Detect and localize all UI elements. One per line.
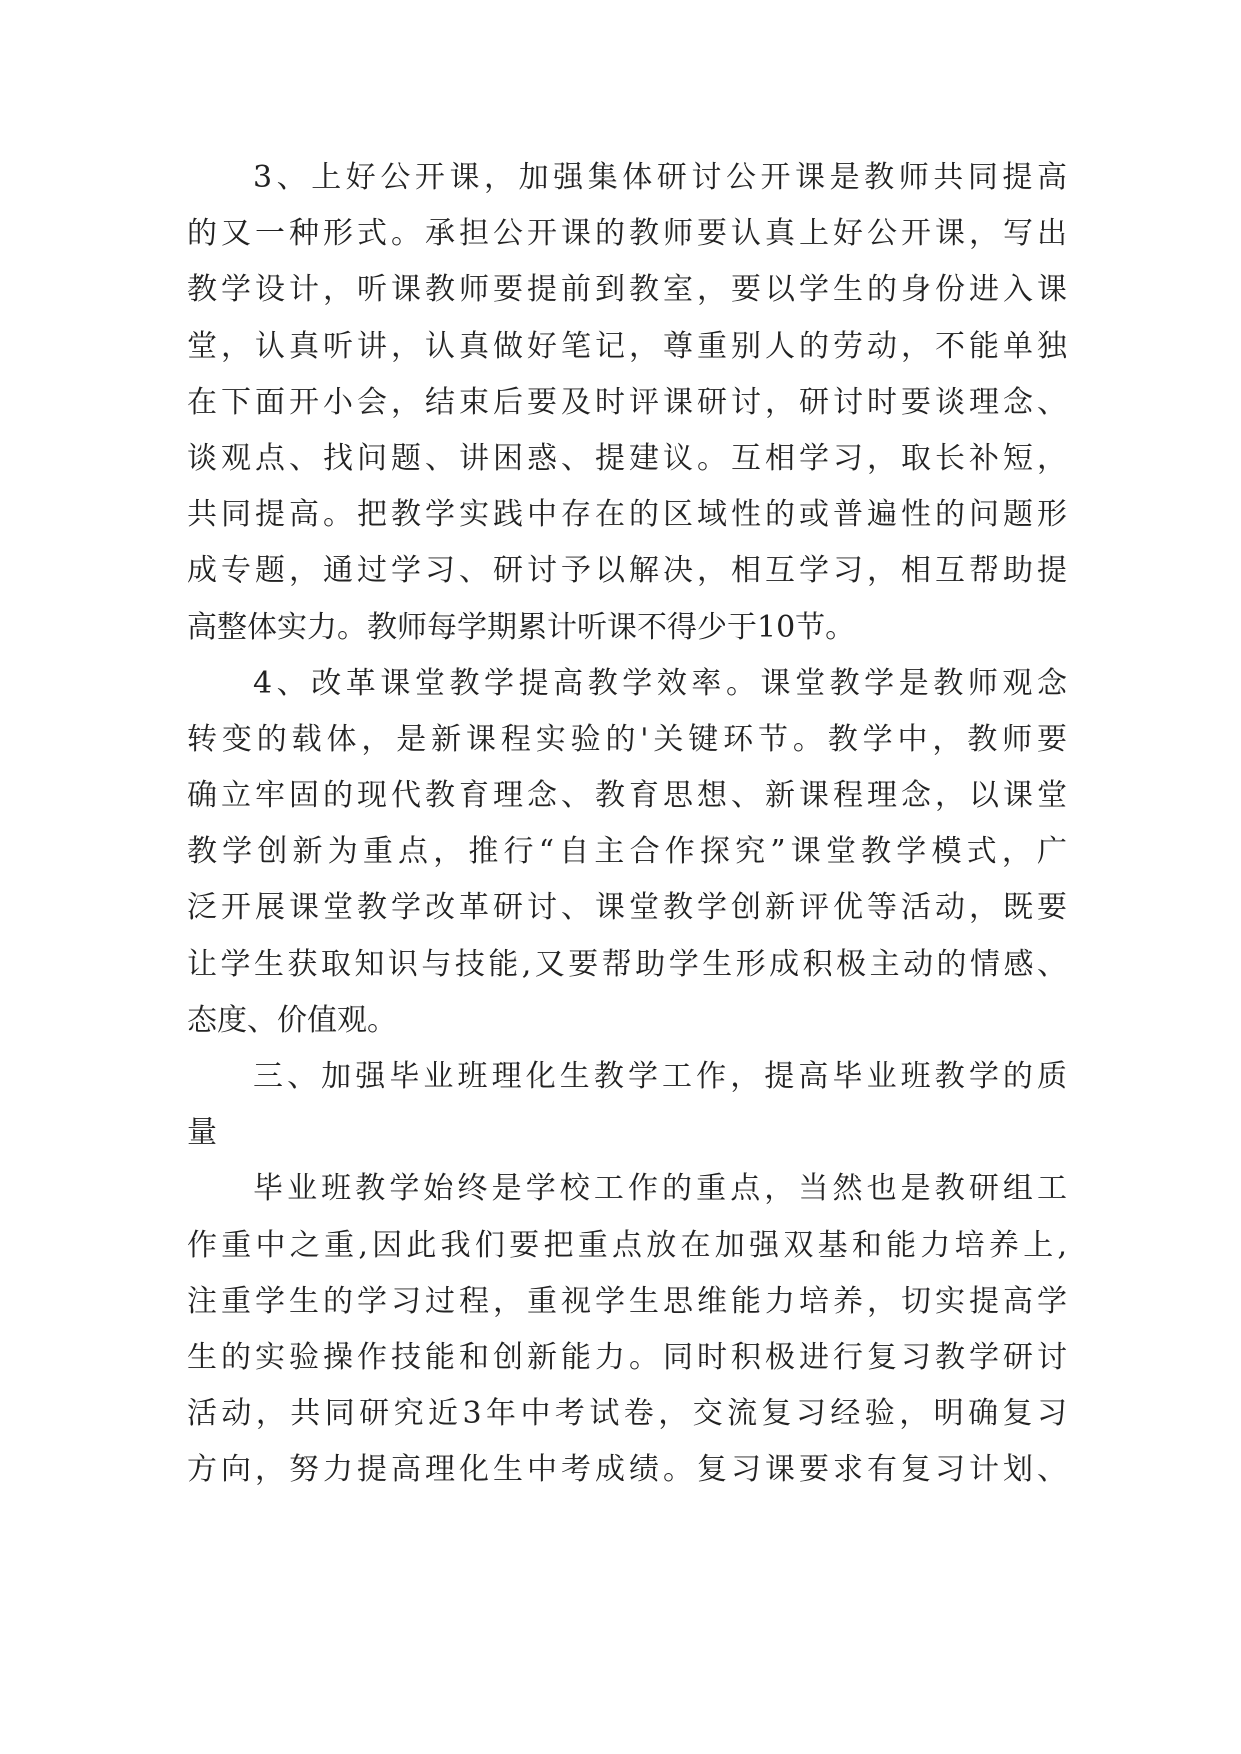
text-line: 活动，共同研究近3年中考试卷，交流复习经验，明确复习 [187,1396,1067,1432]
section-heading-line: 量 [187,1115,217,1151]
text-line: 3、上好公开课，加强集体研讨公开课是教师共同提高 [253,160,1067,195]
text-line: 成专题，通过学习、研讨予以解决，相互学习，相互帮助提 [187,553,1067,589]
text-line: 教学设计，听课教师要提前到教室，要以学生的身份进入课 [187,272,1067,308]
text-line: 共同提高。把教学实践中存在的区域性的或普遍性的问题形 [187,497,1067,533]
text-line: 谈观点、找问题、讲困惑、提建议。互相学习，取长补短， [187,440,1067,476]
text-line: 作重中之重,因此我们要把重点放在加强双基和能力培养上, [187,1227,1067,1263]
text-line: 4、改革课堂教学提高教学效率。课堂教学是教师观念 [253,665,1067,701]
text-line: 在下面开小会，结束后要及时评课研讨，研讨时要谈理念、 [187,384,1067,420]
section-heading-line: 三、加强毕业班理化生教学工作，提高毕业班教学的质 [253,1059,1067,1094]
text-line: 的又一种形式。承担公开课的教师要认真上好公开课，写出 [187,216,1067,252]
text-line: 转变的载体，是新课程实验的'关键环节。教学中，教师要 [187,721,1067,757]
text-line: 泛开展课堂教学改革研讨、课堂教学创新评优等活动，既要 [187,890,1067,926]
text-line: 毕业班教学始终是学校工作的重点，当然也是教研组工 [253,1171,1067,1207]
text-line: 生的实验操作技能和创新能力。同时积极进行复习教学研讨 [187,1339,1067,1375]
text-line: 注重学生的学习过程，重视学生思维能力培养，切实提高学 [187,1283,1067,1319]
text-line: 堂，认真听讲，认真做好笔记，尊重别人的劳动，不能单独 [187,328,1067,364]
document-body [187,150,1067,1499]
text-line: 高整体实力。教师每学期累计听课不得少于10节。 [187,609,856,645]
text-line: 方向，努力提高理化生中考成绩。复习课要求有复习计划、 [187,1452,1067,1488]
text-line: 确立牢固的现代教育理念、教育思想、新课程理念，以课堂 [187,778,1067,814]
text-line: 让学生获取知识与技能,又要帮助学生形成积极主动的情感、 [187,946,1067,982]
text-line: 态度、价值观。 [187,1002,397,1038]
text-line: 教学创新为重点，推行“自主合作探究”课堂教学模式，广 [187,834,1067,870]
